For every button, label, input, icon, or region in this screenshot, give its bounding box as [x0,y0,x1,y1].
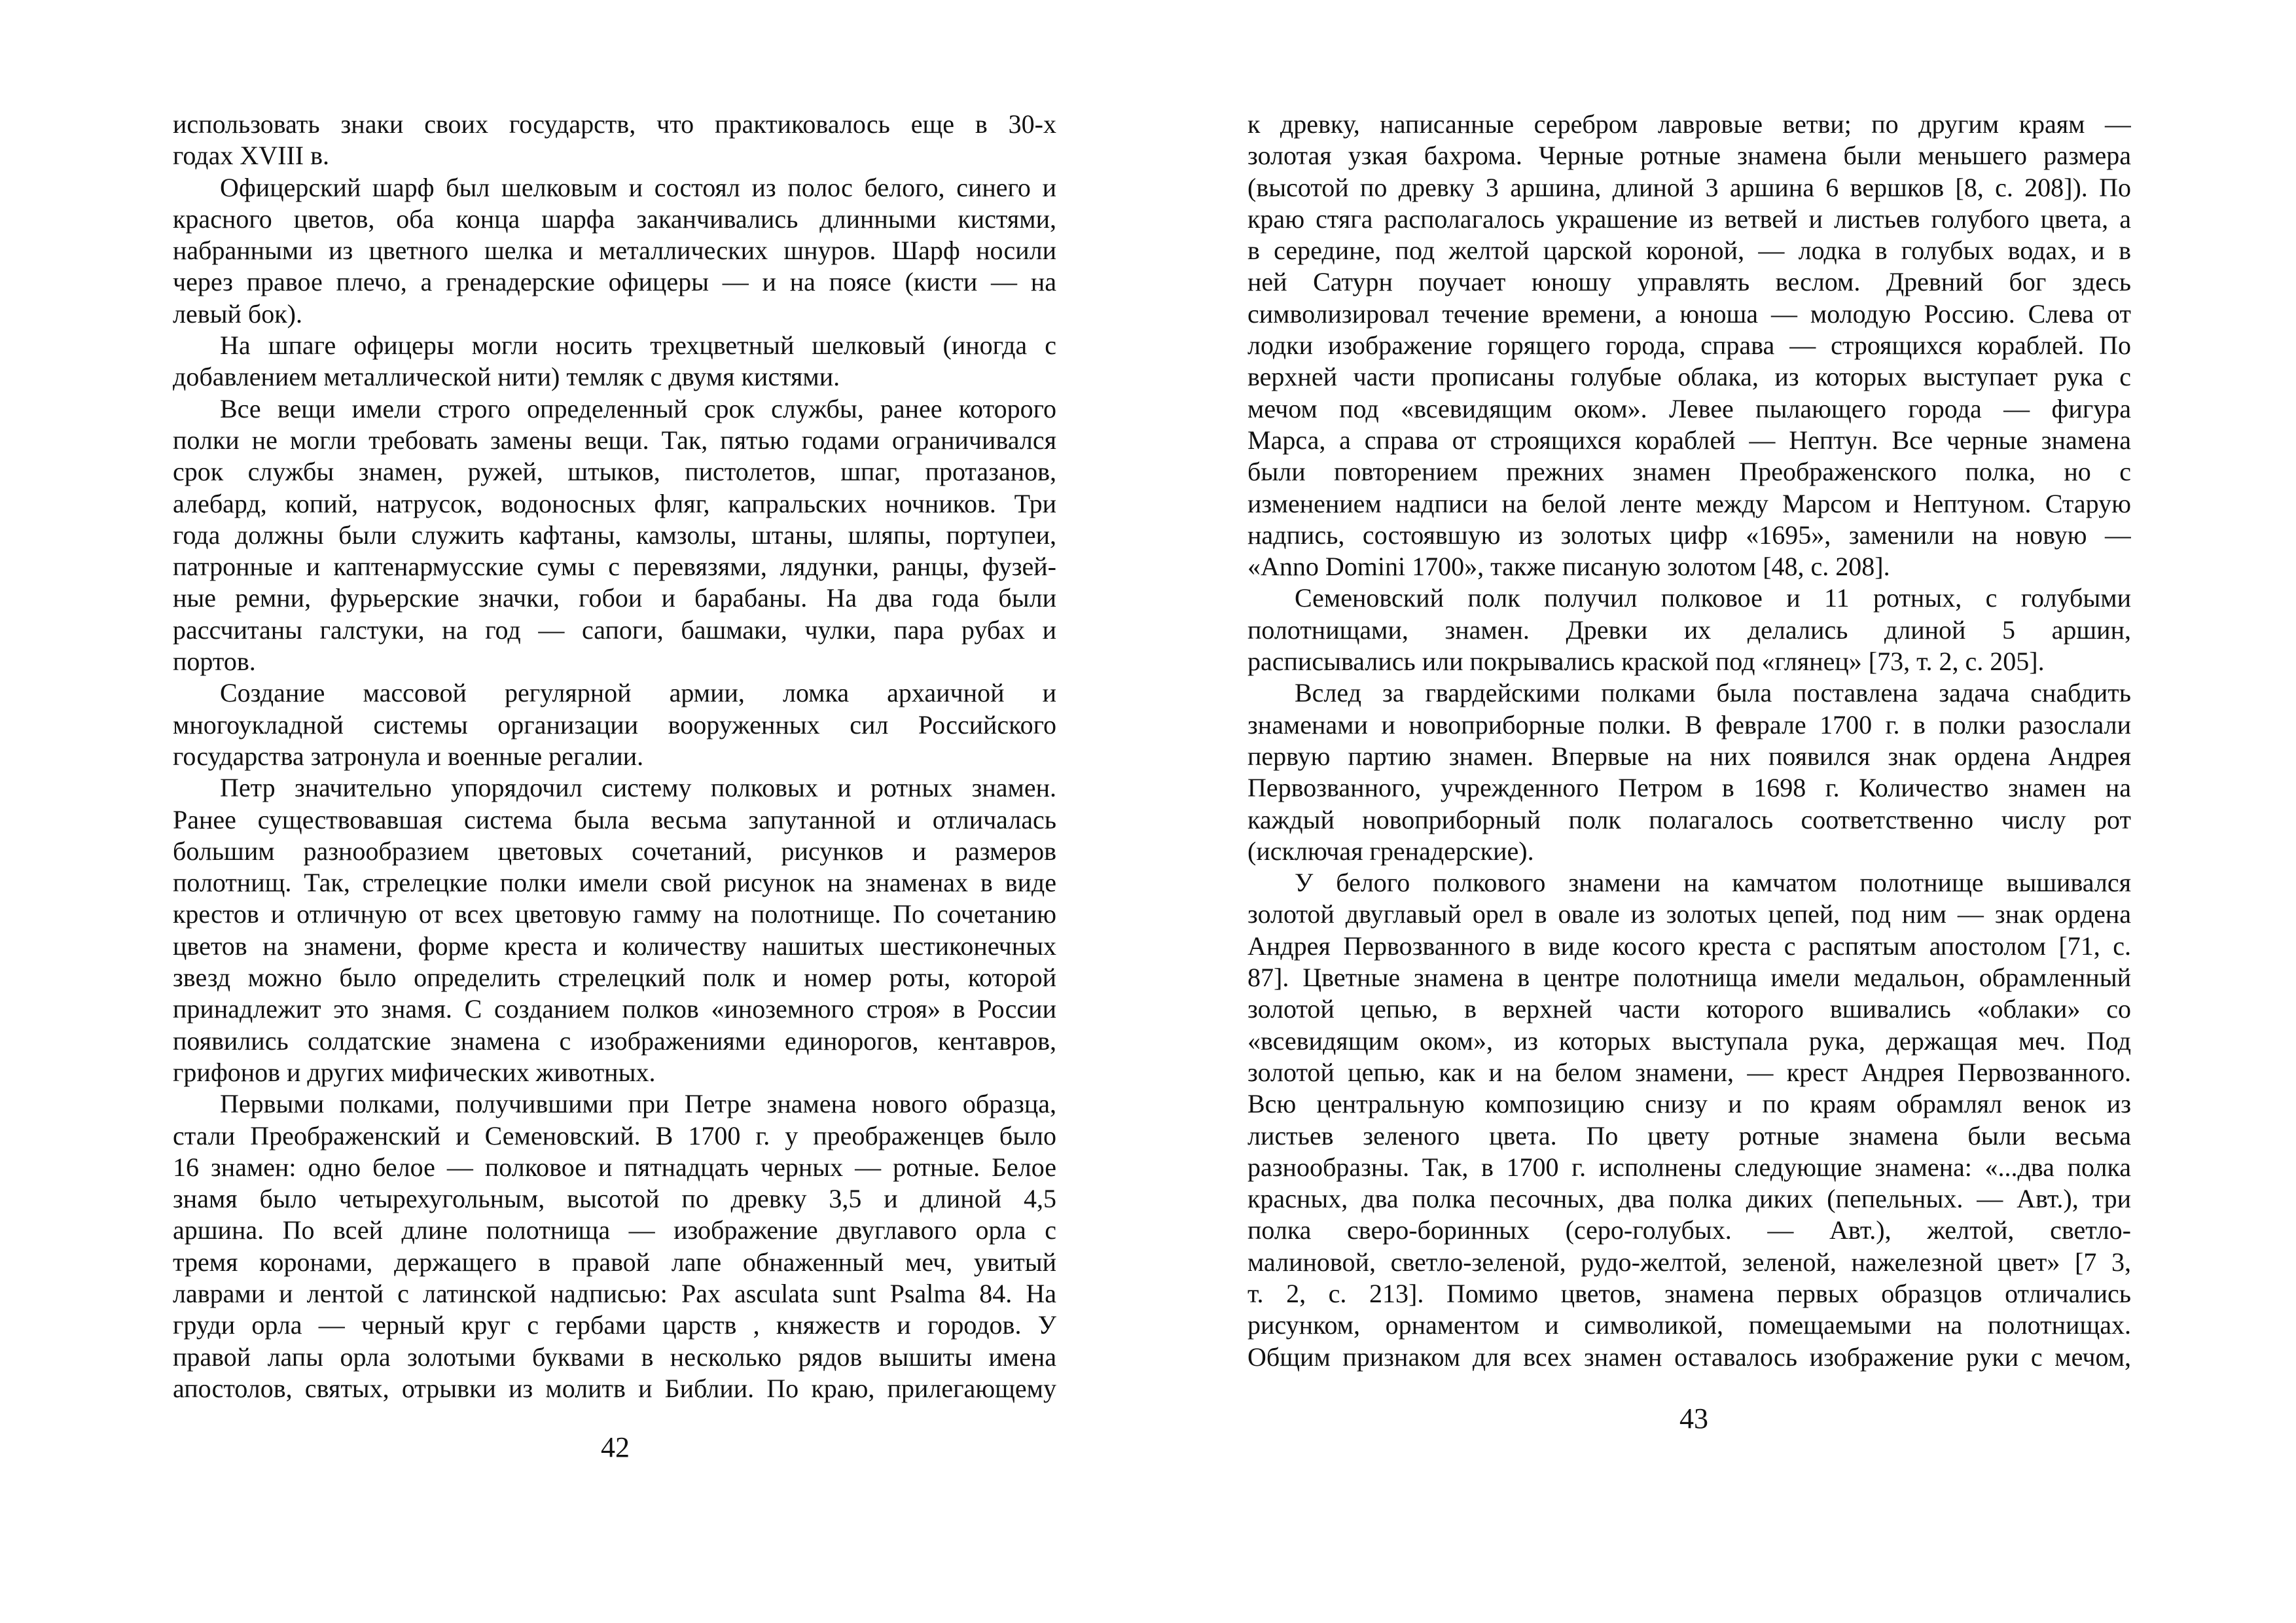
text-line: груди орла — черный круг с гербами царств , княжеств и городов. У [173,1310,1056,1340]
text-line: Все вещи имели строго определенный срок службы, ранее которого [220,393,1056,423]
text-line: года должны были служить кафтаны, камзолы, штаны, шляпы, портупеи, [173,520,1056,550]
text-line: «Anno Domini 1700», также писаную золотом [48, с. 208]. [1247,552,1890,582]
text-line: большим разнообразием цветовых сочетаний, рисунков и размеров [173,836,1056,866]
text-line: полки не могли требовать замены вещи. Так, пятью годами ограничивался [173,425,1056,455]
text-line: к древку, написанные серебром лавровые ветви; по другим краям — [1247,109,2131,139]
text-line: (исключая гренадерские). [1247,836,1534,866]
text-line: аршина. По всей длине полотнища — изображение двуглавого орла с [173,1215,1056,1245]
text-line: мечом под «всевидящим оком». Левее пылающего города — фигура [1247,393,2131,423]
text-line: Семеновский полк получил полковое и 11 ротных, с голубыми [1295,583,2131,613]
text-line: принадлежит это знамя. С созданием полков «иноземного строя» в России [173,994,1056,1024]
text-line: были повторением прежних знамен Преображенского полка, но с [1247,457,2131,487]
text-line: государства затронула и военные регалии. [173,741,644,771]
text-line: крестов и отличную от всех цветовую гамму на полотнище. По сочетанию [173,899,1056,929]
text-line: звезд можно было определить стрелецкий полк и номер роты, которой [173,963,1056,993]
text-line: У белого полкового знамени на камчатом полотнище вышивался [1295,868,2131,898]
text-line: золотая узкая бахрома. Черные ротные знамена были меньшего размера [1247,141,2131,171]
paragraph [1247,867,2131,1373]
text-line: надпись, состоявшую из золотых цифр «1695», заменили на новую — [1247,520,2131,550]
text-line: полотнищ. Так, стрелецкие полки имели свой рисунок на знаменах в виде [173,868,1056,898]
paragraph [173,772,1056,1088]
text-line: грифонов и других мифических животных. [173,1057,656,1087]
paragraph [173,172,1056,330]
text-line: в середине, под желтой царской короной, — лодка в голубых водах, и в [1247,236,2131,266]
text-line: первую партию знамен. Впервые на них появился знак ордена Андрея [1247,741,2131,771]
text-line: набранными из цветного шелка и металлических шнуров. Шарф носили [173,236,1056,266]
text-line: лаврами и лентой с латинской надписью: Pax asculata sunt Psalma 84. На [173,1278,1056,1308]
text-line: рассчитаны галстуки, на год — сапоги, башмаки, чулки, пара рубах и [173,615,1056,645]
text-line: символизировал течение времени, а юноша — молодую Россию. Слева от [1247,298,2131,329]
paragraph [173,330,1056,393]
text-line: золотой двуглавый орел в овале из золотых цепей, под ним — знак ордена [1247,899,2131,929]
text-line: Всю центральную композицию снизу и по краям обрамлял венок из [1247,1089,2131,1119]
text-line: алебард, копий, натрусок, водоносных фляг, капральских ночников. Три [173,488,1056,518]
paragraph [173,393,1056,678]
text-line: знаменами и новоприборные полки. В феврале 1700 г. в полки разослали [1247,709,2131,740]
text-line: ные ремни, фурьерские значки, гобои и барабаны. На два года были [173,583,1056,613]
text-line: Создание массовой регулярной армии, ломка архаичной и [220,678,1056,708]
text-line: (высотой по древку 3 аршина, длиной 3 аршина 6 вершков [8, с. 208]). По [1247,172,2131,202]
text-line: Андрея Первозванного в виде косого креста с распятым апостолом [71, с. [1247,931,2131,961]
text-line: Первыми полками, получившими при Петре знамена нового образца, [220,1089,1056,1119]
text-line: использовать знаки своих государств, что практиковалось еще в 30-х [173,109,1056,139]
text-line: расписывались или покрывались краской под «глянец» [73, т. 2, с. 205]. [1247,647,2045,677]
paragraph [1247,677,2131,867]
paragraph [173,109,1056,172]
text-line: рисунком, орнаментом и символикой, помещаемыми на полотнищах. [1247,1310,2131,1340]
text-line: краю стяга располагалось украшение из ветвей и листьев голубого цвета, а [1247,204,2131,234]
left-page-text [173,109,1056,1404]
right-page-text [1247,109,2131,1373]
text-line: Петр значительно упорядочил систему полковых и ротных знамен. [220,773,1056,803]
text-line: верхней части прописаны голубые облака, из которых выступает рука с [1247,362,2131,392]
text-line: золотой цепью, как и на белом знамени, — крест Андрея Первозванного. [1247,1057,2131,1087]
text-line: левый бок). [173,298,302,329]
page-number-left: 42 [601,1431,630,1463]
text-line: Первозванного, учрежденного Петром в 1698 г. Количество знамен на [1247,773,2131,803]
text-line: цветов на знамени, форме креста и количеству нашитых шестиконечных [173,931,1056,961]
text-line: 16 знамен: одно белое — полковое и пятнадцать черных — ротные. Белое [173,1152,1056,1182]
text-line: красных, два полка песочных, два полка диких (пепельных. — Авт.), три [1247,1184,2131,1214]
paragraph [1247,582,2131,677]
text-line: Ранее существовавшая система была весьма запутанной и отличалась [173,804,1056,834]
text-line: красного цветов, оба конца шарфа заканчивались длинными кистями, [173,204,1056,234]
text-line: апостолов, святых, отрывки из молитв и Библии. По краю, прилегающему [173,1373,1056,1403]
text-line: малиновой, светло-зеленой, рудо-желтой, зеленой, нажелезной цвет» [7 3, [1247,1247,2131,1277]
text-line: Марса, а справа от строящихся кораблей — Нептун. Все черные знамена [1247,425,2131,455]
text-line: ней Сатурн поучает юношу управлять веслом. Древний бог здесь [1247,267,2131,297]
page-number-right: 43 [1679,1402,1708,1435]
text-line: т. 2, с. 213]. Помимо цветов, знамена первых образцов отличались [1247,1278,2131,1308]
text-line: знамя было четырехугольным, высотой по древку 3,5 и длиной 4,5 [173,1184,1056,1214]
text-line: многоукладной системы организации вооруженных сил Российского [173,709,1056,740]
text-line: портов. [173,647,256,677]
paragraph [173,1088,1056,1404]
text-line: Офицерский шарф был шелковым и состоял из полос белого, синего и [220,172,1056,202]
text-line: тремя коронами, держащего в правой лапе обнаженный меч, увитый [173,1247,1056,1277]
text-line: Вслед за гвардейскими полками была поставлена задача снабдить [1295,678,2131,708]
text-line: полотнищами, знамен. Древки их делались длиной 5 аршин, [1247,615,2131,645]
text-line: каждый новоприборный полк полагалось соответственно числу рот [1247,804,2131,834]
text-line: золотой цепью, в верхней части которого вшивались «облаки» со [1247,994,2131,1024]
paragraph [173,677,1056,772]
text-line: «всевидящим оком», из которых выступала рука, держащая меч. Под [1247,1026,2131,1056]
text-line: разнообразны. Так, в 1700 г. исполнены следующие знамена: «...два полка [1247,1152,2131,1182]
text-line: срок службы знамен, ружей, штыков, пистолетов, шпаг, протазанов, [173,457,1056,487]
text-line: Общим признаком для всех знамен оставалось изображение руки с мечом, [1247,1342,2131,1372]
text-line: лодки изображение горящего города, справа — строящихся кораблей. По [1247,330,2131,361]
text-line: добавлением металлической нити) темляк с двумя кистями. [173,362,840,392]
text-line: 87]. Цветные знамена в центре полотнища имели медальон, обрамленный [1247,963,2131,993]
text-line: годах XVIII в. [173,141,329,171]
text-line: изменением надписи на белой ленте между Марсом и Нептуном. Старую [1247,488,2131,518]
text-line: полка сверо-боринных (серо-голубых. — Авт.), желтой, светло- [1247,1215,2131,1245]
text-line: листьев зеленого цвета. По цвету ротные знамена были весьма [1247,1120,2131,1150]
text-line: через правое плечо, а гренадерские офицеры — и на поясе (кисти — на [173,267,1056,297]
text-line: правой лапы орла золотыми буквами в несколько рядов вышиты имена [173,1342,1056,1372]
text-line: На шпаге офицеры могли носить трехцветный шелковый (иногда с [220,330,1056,361]
paragraph [1247,109,2131,582]
text-line: патронные и каптенармусские сумы с перевязями, лядунки, ранцы, фузей- [173,552,1056,582]
text-line: появились солдатские знамена с изображениями единорогов, кентавров, [173,1026,1056,1056]
text-line: стали Преображенский и Семеновский. В 1700 г. у преображенцев было [173,1120,1056,1150]
